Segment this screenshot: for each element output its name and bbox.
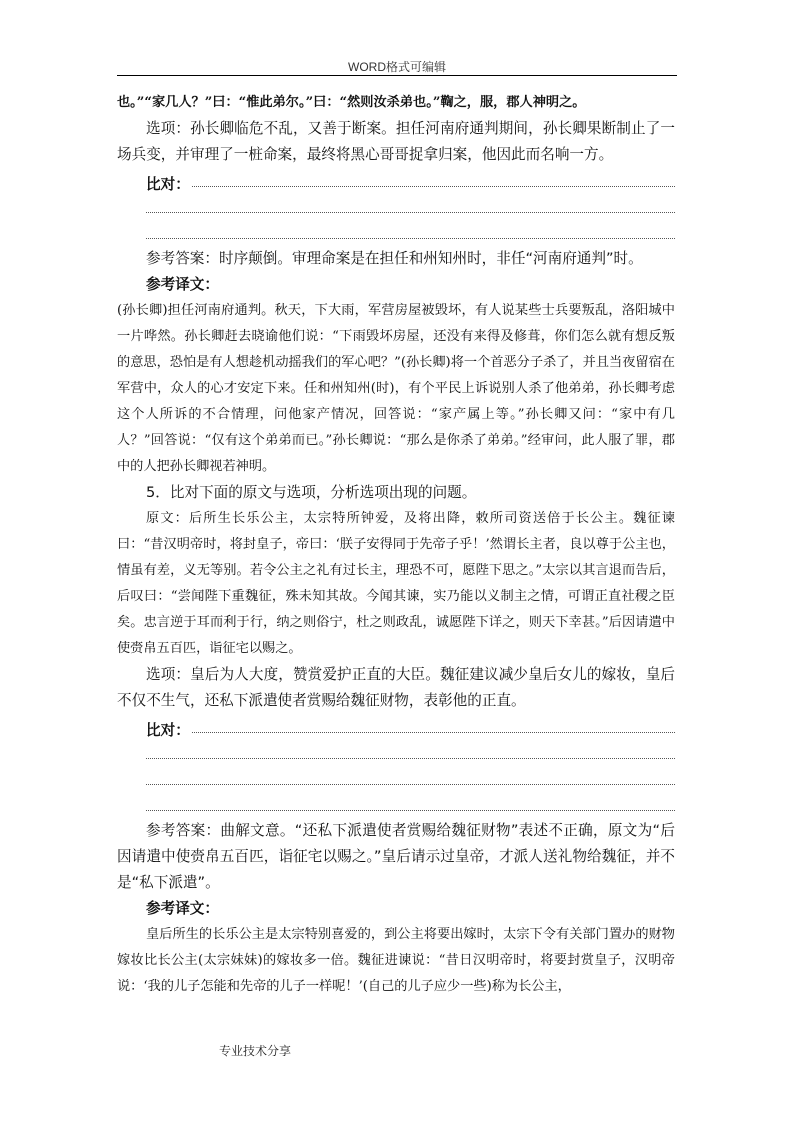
reference-translation: (孙长卿)担任河南府通判。秋天，下大雨，军营房屋被毁坏，有人说某些士兵要叛乱，洛阳城中一片哗然。孙长卿赶去晓谕他们说：“下雨毁坏房屋，还没有来得及修葺，你们怎么就有想反叛的意思，恐怕是有人想趁机动摇我们的军心吧？”(孙长卿)将一个首恶分子杀了，并且当夜留宿在军营中，众人的心才安定下来。任和州知州(时)，有个平民上诉说别人杀了他弟弟，孙长卿考虑这个人所诉的不合情理，问他家产情况，回答说：“家产属上等。”孙长卿又问：“家中有几人？”回答说：“仅有这个弟弟而已。”孙长卿说：“那么是你杀了弟弟。”经审问，此人服了罪，郡中的人把孙长卿视若神明。	[117, 303, 675, 474]
option-text: 选项：孙长卿临危不乱，又善于断案。担任河南府通判期间，孙长卿果断制止了一场兵变，并审理了一桩命案，最终将黑心哥哥捉拿归案，他因此而名响一方。	[117, 120, 675, 163]
reference-translation: 皇后所生的长乐公主是太宗特别喜爱的，到公主将要出嫁时，太宗下令有关部门置办的财物嫁妆比长公主(太宗妹妹)的嫁妆多一倍。魏征进谏说：“昔日汉明帝时，将要封赏皇子，汉明帝说：‘我的儿子怎能和先帝的儿子一样呢！’(自己的儿子应少一些)称为长公主，	[117, 927, 675, 994]
reference-answer: 参考答案：曲解文意。“还私下派遣使者赏赐给魏征财物”表述不正确，原文为“后因请遣中使赍帛五百匹，诣征宅以赐之。”皇后请示过皇帝，才派人送礼物给魏征，并不是“私下派遣”。	[117, 822, 675, 891]
compare-label: 比对：	[146, 176, 190, 193]
question-heading: 5．比对下面的原文与选项，分析选项出现的问题。	[146, 484, 477, 501]
compare-label: 比对：	[146, 722, 190, 739]
translation-label: 参考译文：	[146, 900, 219, 917]
compare-row	[146, 714, 675, 740]
original-text: 原文：后所生长乐公主，太宗特所钟爱，及将出降，敕所司资送倍于长公主。魏征谏曰：“昔汉明帝时，将封皇子，帝曰：‘朕子安得同于先帝子乎！’然谓长主者，良以尊于公主也，情虽有差，义无等别。若令公主之礼有过长主，理恐不可，愿陛下思之。”太宗以其言退而告后，后叹曰：“尝闻陛下重魏征，殊未知其故。今闻其谏，实乃能以义制主之情，可谓正直社稷之臣矣。忠言逆于耳而利于行，纳之则俗宁，杜之则政乱，诚愿陛下详之，则天下幸甚。”后因请遣中使赍帛五百匹，诣征宅以赐之。	[117, 511, 675, 656]
answer-blank-line	[146, 740, 675, 766]
translation-label: 参考译文：	[146, 276, 219, 293]
quote-tail: 也。”“家几人？”曰：“惟此弟尔。”曰：“然则汝杀弟也。”鞫之，服，郡人神明之。	[117, 95, 586, 110]
answer-blank-line	[146, 220, 675, 246]
compare-row	[146, 168, 675, 194]
answer-blank-line	[146, 766, 675, 792]
option-text: 选项：皇后为人大度，赞赏爱护正直的大臣。魏征建议减少皇后女儿的嫁妆，皇后不仅不生气，还私下派遣使者赏赐给魏征财物，表彰他的正直。	[117, 666, 675, 709]
answer-blank-line	[192, 732, 675, 733]
answer-blank-line	[192, 186, 675, 187]
document-body	[117, 90, 675, 1000]
answer-blank-line	[146, 792, 675, 818]
page-header-title: WORD格式可编辑	[348, 60, 446, 74]
header-divider	[117, 75, 677, 76]
answer-blank-line	[146, 194, 675, 220]
page-footer: 专业技术分享	[219, 1044, 292, 1058]
reference-answer: 参考答案：时序颠倒。审理命案是在担任和州知州时，非任“河南府通判”时。	[146, 250, 643, 267]
